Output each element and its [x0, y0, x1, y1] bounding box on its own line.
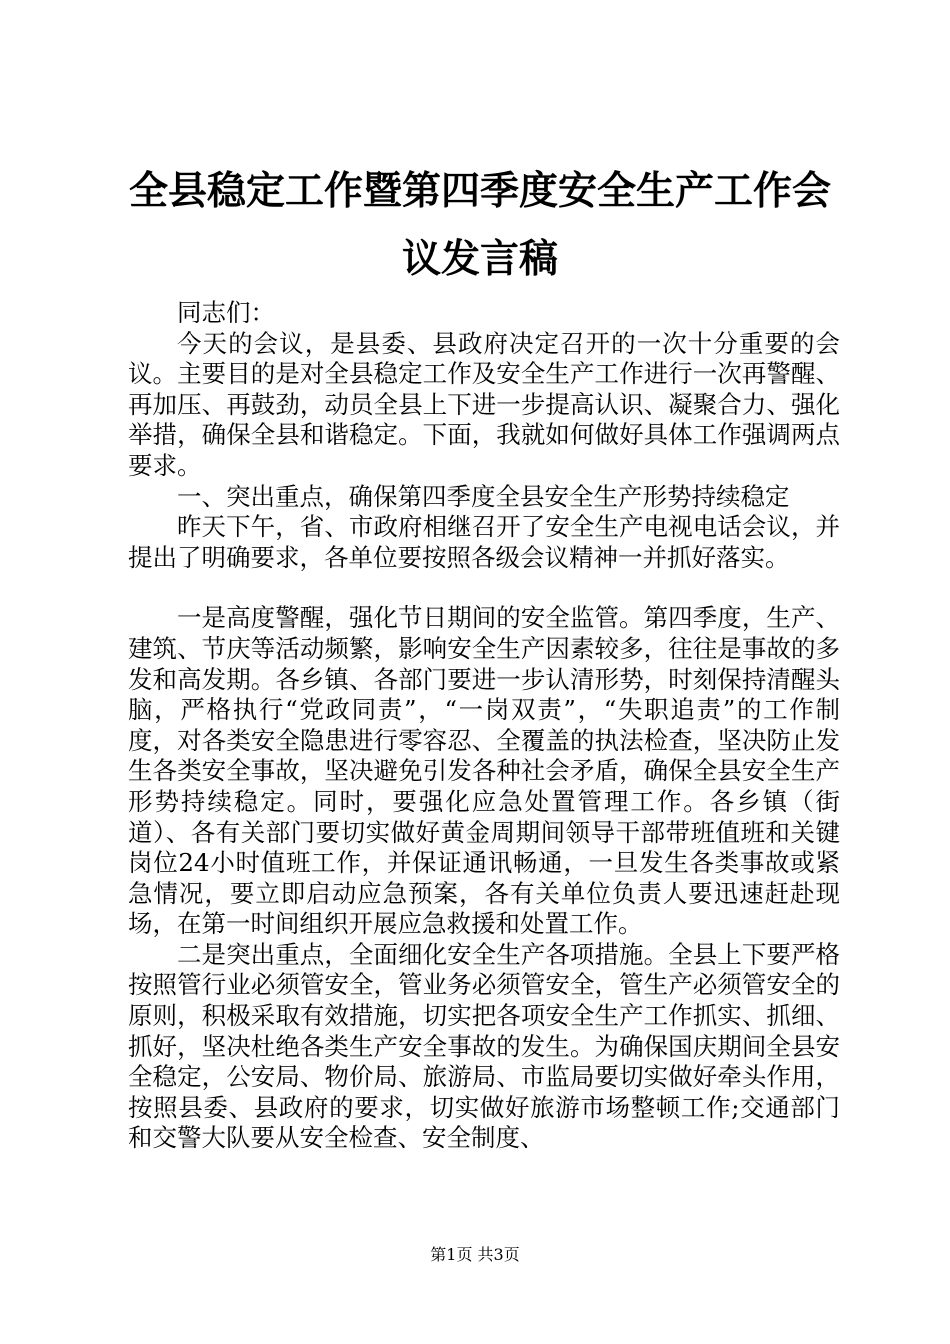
intro-paragraph: 今天的会议，是县委、县政府决定召开的一次十分重要的会议。主要目的是对全县稳定工作及安全生产工作进行一次再警醒、再加压、再鼓劲，动员全县上下进一步提高认识、凝聚合力、强化举措，确保全县和谐稳定。下面，我就如何做好具体工作强调两点要求。 [128, 328, 840, 480]
body-paragraph: 昨天下午，省、市政府相继召开了安全生产电视电话会议，并提出了明确要求，各单位要按照各级会议精神一并抓好落实。 [128, 512, 840, 572]
document-body [128, 298, 840, 1154]
page-number-footer: 第1页 共3页 [430, 1245, 520, 1264]
section-heading-1: 一、突出重点，确保第四季度全县安全生产形势持续稳定 [177, 481, 790, 511]
salutation-paragraph: 同志们： [177, 298, 275, 327]
body-paragraph: 一是高度警醒，强化节日期间的安全监管。第四季度，生产、建筑、节庆等活动频繁，影响安全生产因素较多，往往是事故的多发和高发期。各乡镇、各部门要进一步认清形势，时刻保持清醒头脑，严格执行“党政同责”，“一岗双责”，“失职追责”的工作制度，对各类安全隐患进行零容忍、全覆盖的执法检查，坚决防止发生各类安全事故，坚决避免引发各种社会矛盾，确保全县安全生产形势持续稳定。同时，要强化应急处置管理工作。各乡镇（街道）、各有关部门要切实做好黄金周期间领导干部带班值班和关键岗位24小时值班工作，并保证通讯畅通，一旦发生各类事故或紧急情况，要立即启动应急预案，各有关单位负责人要迅速赶赴现场，在第一时间组织开展应急救援和处置工作。 [128, 603, 840, 939]
body-paragraph: 二是突出重点，全面细化安全生产各项措施。全县上下要严格按照管行业必须管安全，管业务必须管安全，管生产必须管安全的原则，积极采取有效措施，切实把各项安全生产工作抓实、抓细、抓好，坚决杜绝各类生产安全事故的发生。为确保国庆期间全县安全稳定，公安局、物价局、旅游局、市监局要切实做好牵头作用，按照县委、县政府的要求，切实做好旅游市场整顿工作;交通部门和交警大队要从安全检查、安全制度、 [128, 939, 840, 1153]
document-title: 全县稳定工作暨第四季度安全生产工作会议发言稿 [128, 169, 831, 282]
